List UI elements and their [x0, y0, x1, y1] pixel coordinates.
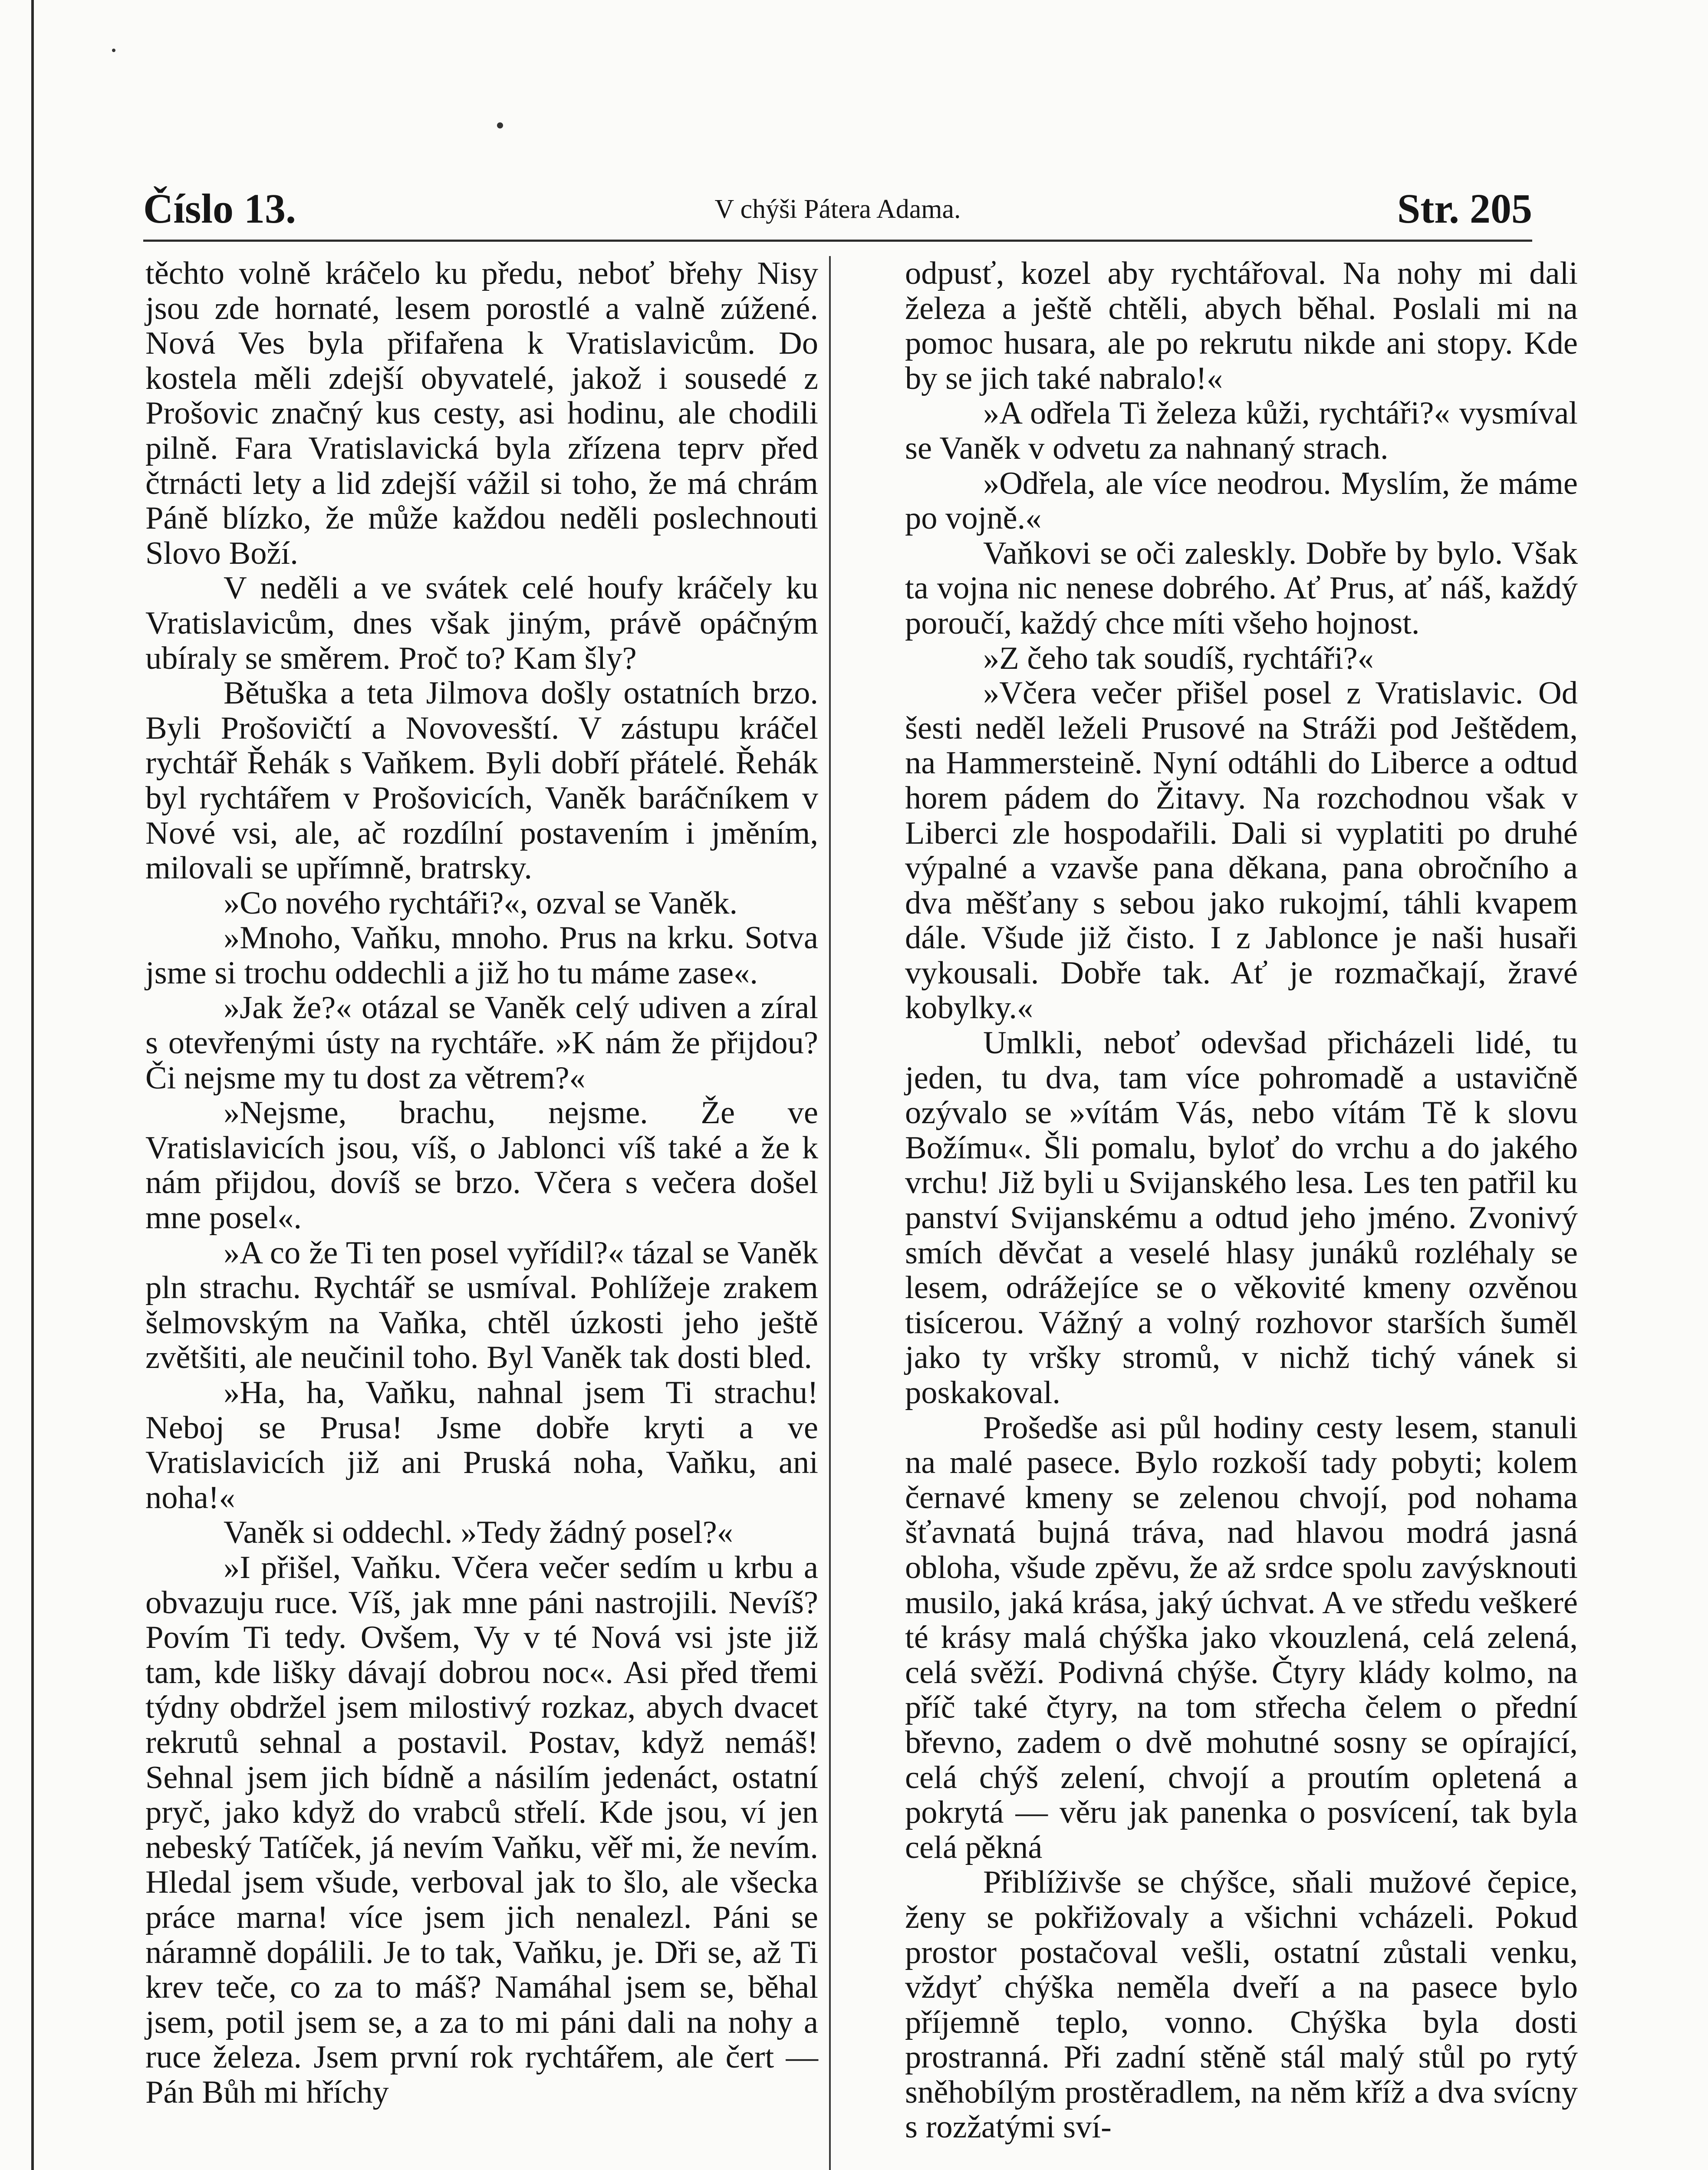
- paragraph: »A co že Ti ten posel vyřídil?« tázal se Vaněk pln strachu. Rychtář se usmíval. Pohlížeje zrakem šelmovským na Vaňka, chtěl úzkosti jeho ještě zvětšiti, ale neučinil toho. Byl Vaněk tak dosti bled.: [145, 1235, 818, 1376]
- paragraph: Vaňkovi se oči zaleskly. Dobře by bylo. Však ta vojna nic nenese dobrého. Ať Prus, ať náš, každý poroučí, každý chce míti všeho hojnost.: [905, 535, 1578, 641]
- paragraph: Přiblíživše se chýšce, sňali mužové čepice, ženy se pokřižovaly a všichni vcházeli. Pokud prostor postačoval vešli, ostatní zůstali venku, vždyť chýška neměla dveří a na pasece bylo příjemně teplo, vonno. Chýška byla dosti prostranná. Při zadní stěně stál malý stůl po rytý sněhobílým prostěradlem, na něm kříž a dva svícny s rozžatými sví-: [905, 1864, 1578, 2145]
- paragraph: těchto volně kráčelo ku předu, neboť břehy Nisy jsou zde hornaté, lesem porostlé a valně zúžené. Nová Ves byla přifařena k Vratislavicům. Do kostela měli zdejší obyvatelé, jakož i sousedé z Prošovic značný kus cesty, asi hodinu, ale chodili pilně. Fara Vratislavická byla zřízena teprv před čtrnácti lety a lid zdejší vážil si toho, že má chrám Páně blízko, že může každou neděli poslechnouti Slovo Boží.: [145, 256, 818, 571]
- page-number: Str. 205: [1397, 185, 1532, 232]
- paragraph: odpusť, kozel aby rychtářoval. Na nohy mi dali železa a ještě chtěli, abych běhal. Poslali mi na pomoc husara, ale po rekrutu nikde ani stopy. Kde by se jich také nabralo!«: [905, 256, 1578, 396]
- paragraph: »Odřela, ale více neodrou. Myslím, že máme po vojně.«: [905, 465, 1578, 536]
- running-title: V chýši Pátera Adama.: [714, 194, 961, 224]
- paragraph: »Nejsme, brachu, nejsme. Že ve Vratislavicích jsou, víš, o Jablonci víš také a že k nám přijdou, dovíš se brzo. Včera s večera došel mne posel«.: [145, 1095, 818, 1236]
- print-speck: [112, 49, 115, 52]
- header-rule: [143, 240, 1532, 242]
- paragraph: Vaněk si oddechl. »Tedy žádný posel?«: [224, 1515, 734, 1551]
- page-edge-rule: [31, 0, 34, 2170]
- paragraph: »Z čeho tak soudíš, rychtáři?«: [983, 640, 1374, 676]
- column-divider: [829, 256, 831, 2170]
- paragraph: »Mnoho, Vaňku, mnoho. Prus na krku. Sotva jsme si trochu oddechli a již ho tu máme zase«.: [145, 920, 818, 991]
- text-column-right: [905, 256, 1578, 2145]
- issue-number: Číslo 13.: [143, 185, 296, 232]
- paragraph: Bětuška a teta Jilmova došly ostatních brzo. Byli Prošovičtí a Novovesští. V zástupu kráčel rychtář Řehák s Vaňkem. Byli dobří přátelé. Řehák byl rychtářem v Prošovicích, Vaněk baráčníkem v Nové vsi, ale, ač rozdílní postavením i jměním, milovali se upřímně, bratrsky.: [145, 675, 818, 886]
- paragraph: V neděli a ve svátek celé houfy kráčely ku Vratislavicům, dnes však jiným, právě opáčným ubíraly se směrem. Proč to? Kam šly?: [145, 570, 818, 676]
- print-speck: [497, 122, 503, 128]
- paragraph: »A odřela Ti železa kůži, rychtáři?« vysmíval se Vaněk v odvetu za nahnaný strach.: [905, 395, 1578, 466]
- paragraph: »Ha, ha, Vaňku, nahnal jsem Ti strachu! Neboj se Prusa! Jsme dobře kryti a ve Vratislavicích již ani Pruská noha, Vaňku, ani noha!«: [145, 1375, 818, 1516]
- paragraph: Prošedše asi půl hodiny cesty lesem, stanuli na malé pasece. Bylo rozkoší tady pobyti; kolem černavé kmeny se zelenou chvojí, pod nohama šťavnatá bujná tráva, nad hlavou modrá jasná obloha, všude zpěvu, že až srdce spolu zavýsknouti musilo, jaká krása, jaký úchvat. A ve středu veškeré té krásy malá chýška jako vkouzlená, celá zelená, celá svěží. Podivná chýše. Čtyry klády kolmo, na příč také čtyry, na tom střecha čelem o přední břevno, zadem o dvě mohutné sosny se opírající, celá chýš zelení, chvojí a proutím opletená a pokrytá — věru jak panenka o posvícení, tak byla celá pěkná: [905, 1410, 1578, 1865]
- paragraph: »I přišel, Vaňku. Včera večer sedím u krbu a obvazuju ruce. Víš, jak mne páni nastrojili. Nevíš? Povím Ti tedy. Ovšem, Vy v té Nová vsi jste již tam, kde lišky dávají dobrou noc«. Asi před třemi týdny obdržel jsem milostivý rozkaz, abych dvacet rekrutů sehnal a postavil. Postav, když nemáš! Sehnal jsem jich bídně a násilím jedenáct, ostatní pryč, jako když do vrabců střelí. Kde jsou, ví jen nebeský Tatíček, já nevím Vaňku, věř mi, že nevím. Hledal jsem všude, verboval jak to šlo, ale všecka práce marna! více jsem jich nenalezl. Páni se náramně dopálili. Je to tak, Vaňku, je. Dři se, až Ti krev teče, co za to máš? Namáhal jsem se, běhal jsem, potil jsem se, a za to mi páni dali na nohy a ruce železa. Jsem první rok rychtářem, ale čert — Pán Bůh mi hříchy: [145, 1549, 818, 2110]
- paragraph: Umlkli, neboť odevšad přicházeli lidé, tu jeden, tu dva, tam více pohromadě a ustavičně ozývalo se »vítám Vás, nebo vítám Tě k slovu Božímu«. Šli pomalu, byloť do vrchu a do jakého vrchu! Již byli u Svijanského lesa. Les ten patřil ku panství Svijanskému a odtud jeho jméno. Zvonivý smích děvčat a veselé hlasy junáků rozléhaly se lesem, odrážejíce se o věkovité kmeny ozvěnou tisícerou. Vážný a volný rozhovor starších šuměl jako ty vršky stromů, v nichž tichý vánek si poskakoval.: [905, 1025, 1578, 1410]
- paragraph: »Co nového rychtáři?«, ozval se Vaněk.: [224, 885, 738, 921]
- paragraph: »Jak že?« otázal se Vaněk celý udiven a zíral s otevřenými ústy na rychtáře. »K nám že přijdou? Či nejsme my tu dost za větrem?«: [145, 990, 818, 1096]
- text-column-left: [145, 256, 818, 2110]
- running-header: [143, 184, 1532, 237]
- paragraph: »Včera večer přišel posel z Vratislavic. Od šesti neděl leželi Prusové na Stráži pod Ještědem, na Hammersteině. Nyní odtáhli do Liberce a odtud horem pádem do Žitavy. Na rozchodnou však v Liberci zle hospodařili. Dali si vyplatiti po druhé výpalné a vzavše pana děkana, pana obročního a dva měšťany s sebou jako rukojmí, táhli kvapem dále. Všude již čisto. I z Jablonce je naši husaři vykousali. Dobře tak. Ať je rozmačkají, žravé kobylky.«: [905, 675, 1578, 1026]
